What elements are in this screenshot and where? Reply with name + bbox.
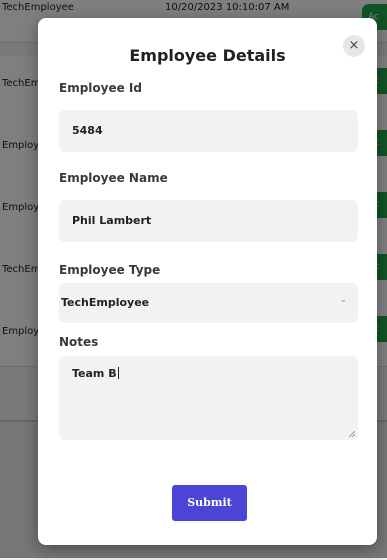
resize-grip-icon[interactable] bbox=[348, 430, 355, 437]
notes-value: Team B bbox=[72, 367, 117, 380]
close-icon[interactable]: × bbox=[343, 35, 365, 57]
chevron-down-icon: ⌄ bbox=[340, 295, 347, 304]
notes-textarea[interactable] bbox=[59, 356, 358, 440]
employee-details-modal bbox=[38, 18, 377, 545]
employee-type-select[interactable] bbox=[59, 283, 358, 323]
employee-name-label: Employee Name bbox=[59, 171, 168, 185]
submit-button[interactable]: Submit bbox=[172, 485, 247, 521]
employee-id-field[interactable]: 5484 bbox=[59, 110, 358, 152]
modal-title: Employee Details bbox=[129, 46, 286, 65]
employee-name-field[interactable]: Phil Lambert bbox=[59, 200, 358, 242]
employee-type-value: TechEmployee bbox=[61, 296, 150, 309]
employee-type-label: Employee Type bbox=[59, 263, 161, 277]
text-caret bbox=[118, 367, 119, 379]
notes-label: Notes bbox=[59, 335, 99, 349]
employee-id-label: Employee Id bbox=[59, 81, 142, 95]
